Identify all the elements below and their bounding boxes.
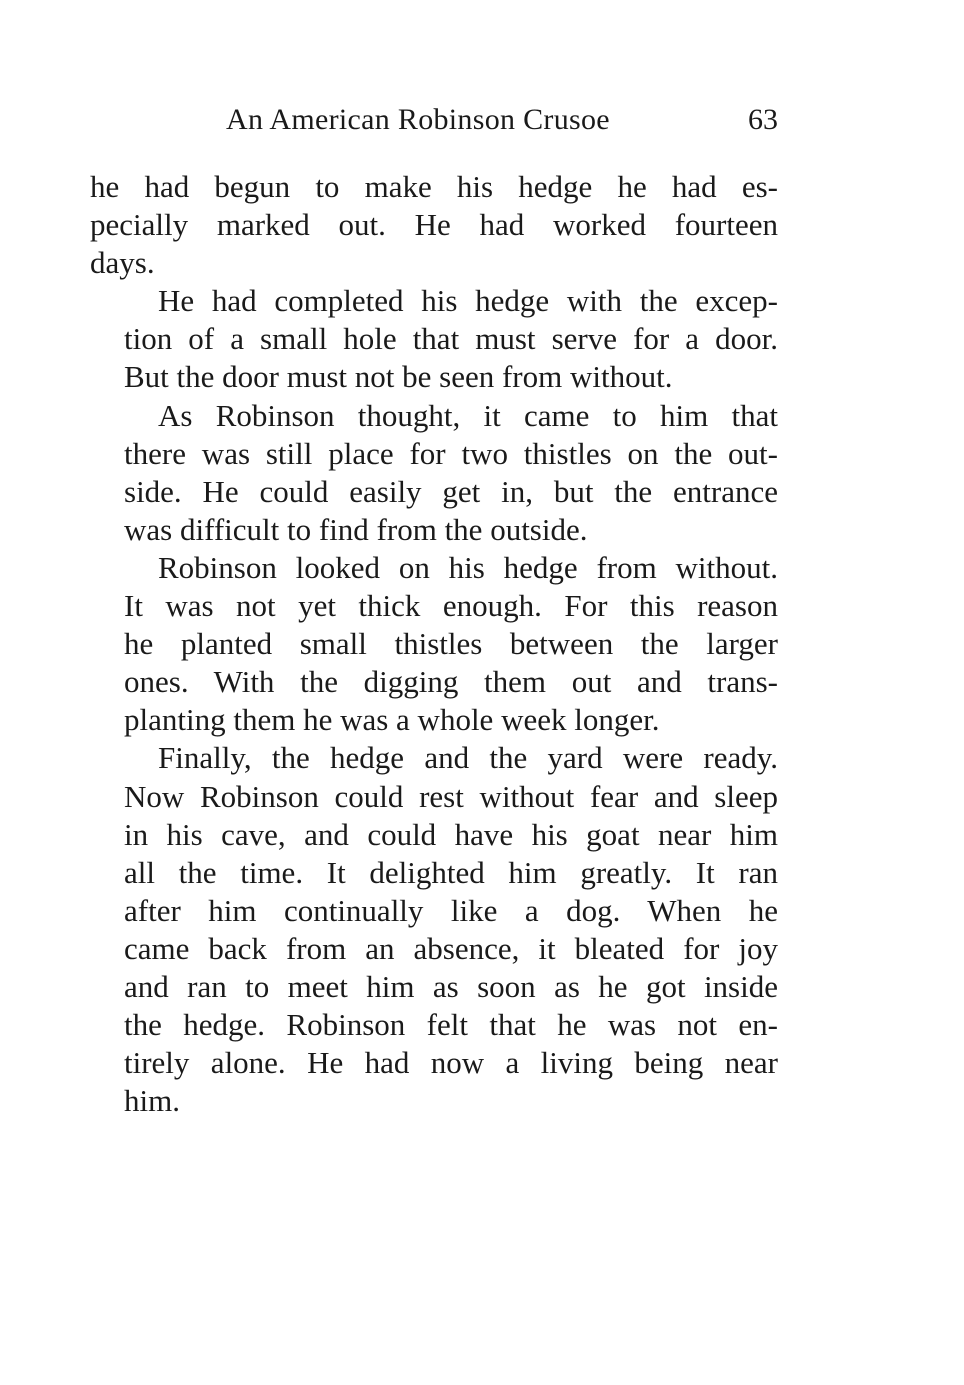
paragraph <box>90 549 778 739</box>
text-line: Robinson looked on his hedge from without. <box>158 549 778 585</box>
paragraph <box>90 168 778 282</box>
text-line: As Robinson thought, it came to him that <box>158 397 778 433</box>
text-line: came back from an absence, it bleated for joy <box>124 930 778 966</box>
text-line: pecially marked out. He had worked fourteen <box>90 207 778 243</box>
text-line: It was not yet thick enough. For this reason <box>124 588 778 624</box>
text-line: But the door must not be seen from without. <box>124 359 673 395</box>
body-text <box>90 168 778 1120</box>
text-line: in his cave, and could have his goat near him <box>124 816 778 852</box>
paragraph <box>90 397 778 549</box>
text-line: tirely alone. He had now a living being near <box>124 1045 778 1081</box>
text-line: the hedge. Robinson felt that he was not en- <box>124 1007 778 1043</box>
text-line: all the time. It delighted him greatly. It ran <box>124 854 778 890</box>
text-line: Now Robinson could rest without fear and sleep <box>124 778 778 814</box>
text-line: tion of a small hole that must serve for a door. <box>124 321 778 357</box>
text-line: ones. With the digging them out and trans- <box>124 664 778 700</box>
text-line: side. He could easily get in, but the entrance <box>124 473 778 509</box>
paragraph <box>90 739 778 1120</box>
text-line: He had completed his hedge with the excep- <box>158 283 778 319</box>
page-header <box>90 98 780 142</box>
text-line: and ran to meet him as soon as he got inside <box>124 968 778 1004</box>
text-line: Finally, the hedge and the yard were ready. <box>158 740 778 776</box>
text-line: planting them he was a whole week longer. <box>124 702 660 738</box>
text-line: him. <box>124 1083 180 1119</box>
text-line: there was still place for two thistles on the out- <box>124 435 778 471</box>
text-line: he planted small thistles between the larger <box>124 626 778 662</box>
text-line: after him continually like a dog. When he <box>124 892 778 928</box>
page-number: 63 <box>748 103 778 136</box>
text-line: was difficult to find from the outside. <box>124 511 588 547</box>
running-title: An American Robinson Crusoe <box>226 103 610 136</box>
paragraph <box>90 282 778 396</box>
text-line: days. <box>90 245 155 281</box>
text-line: he had begun to make his hedge he had es- <box>90 169 778 204</box>
